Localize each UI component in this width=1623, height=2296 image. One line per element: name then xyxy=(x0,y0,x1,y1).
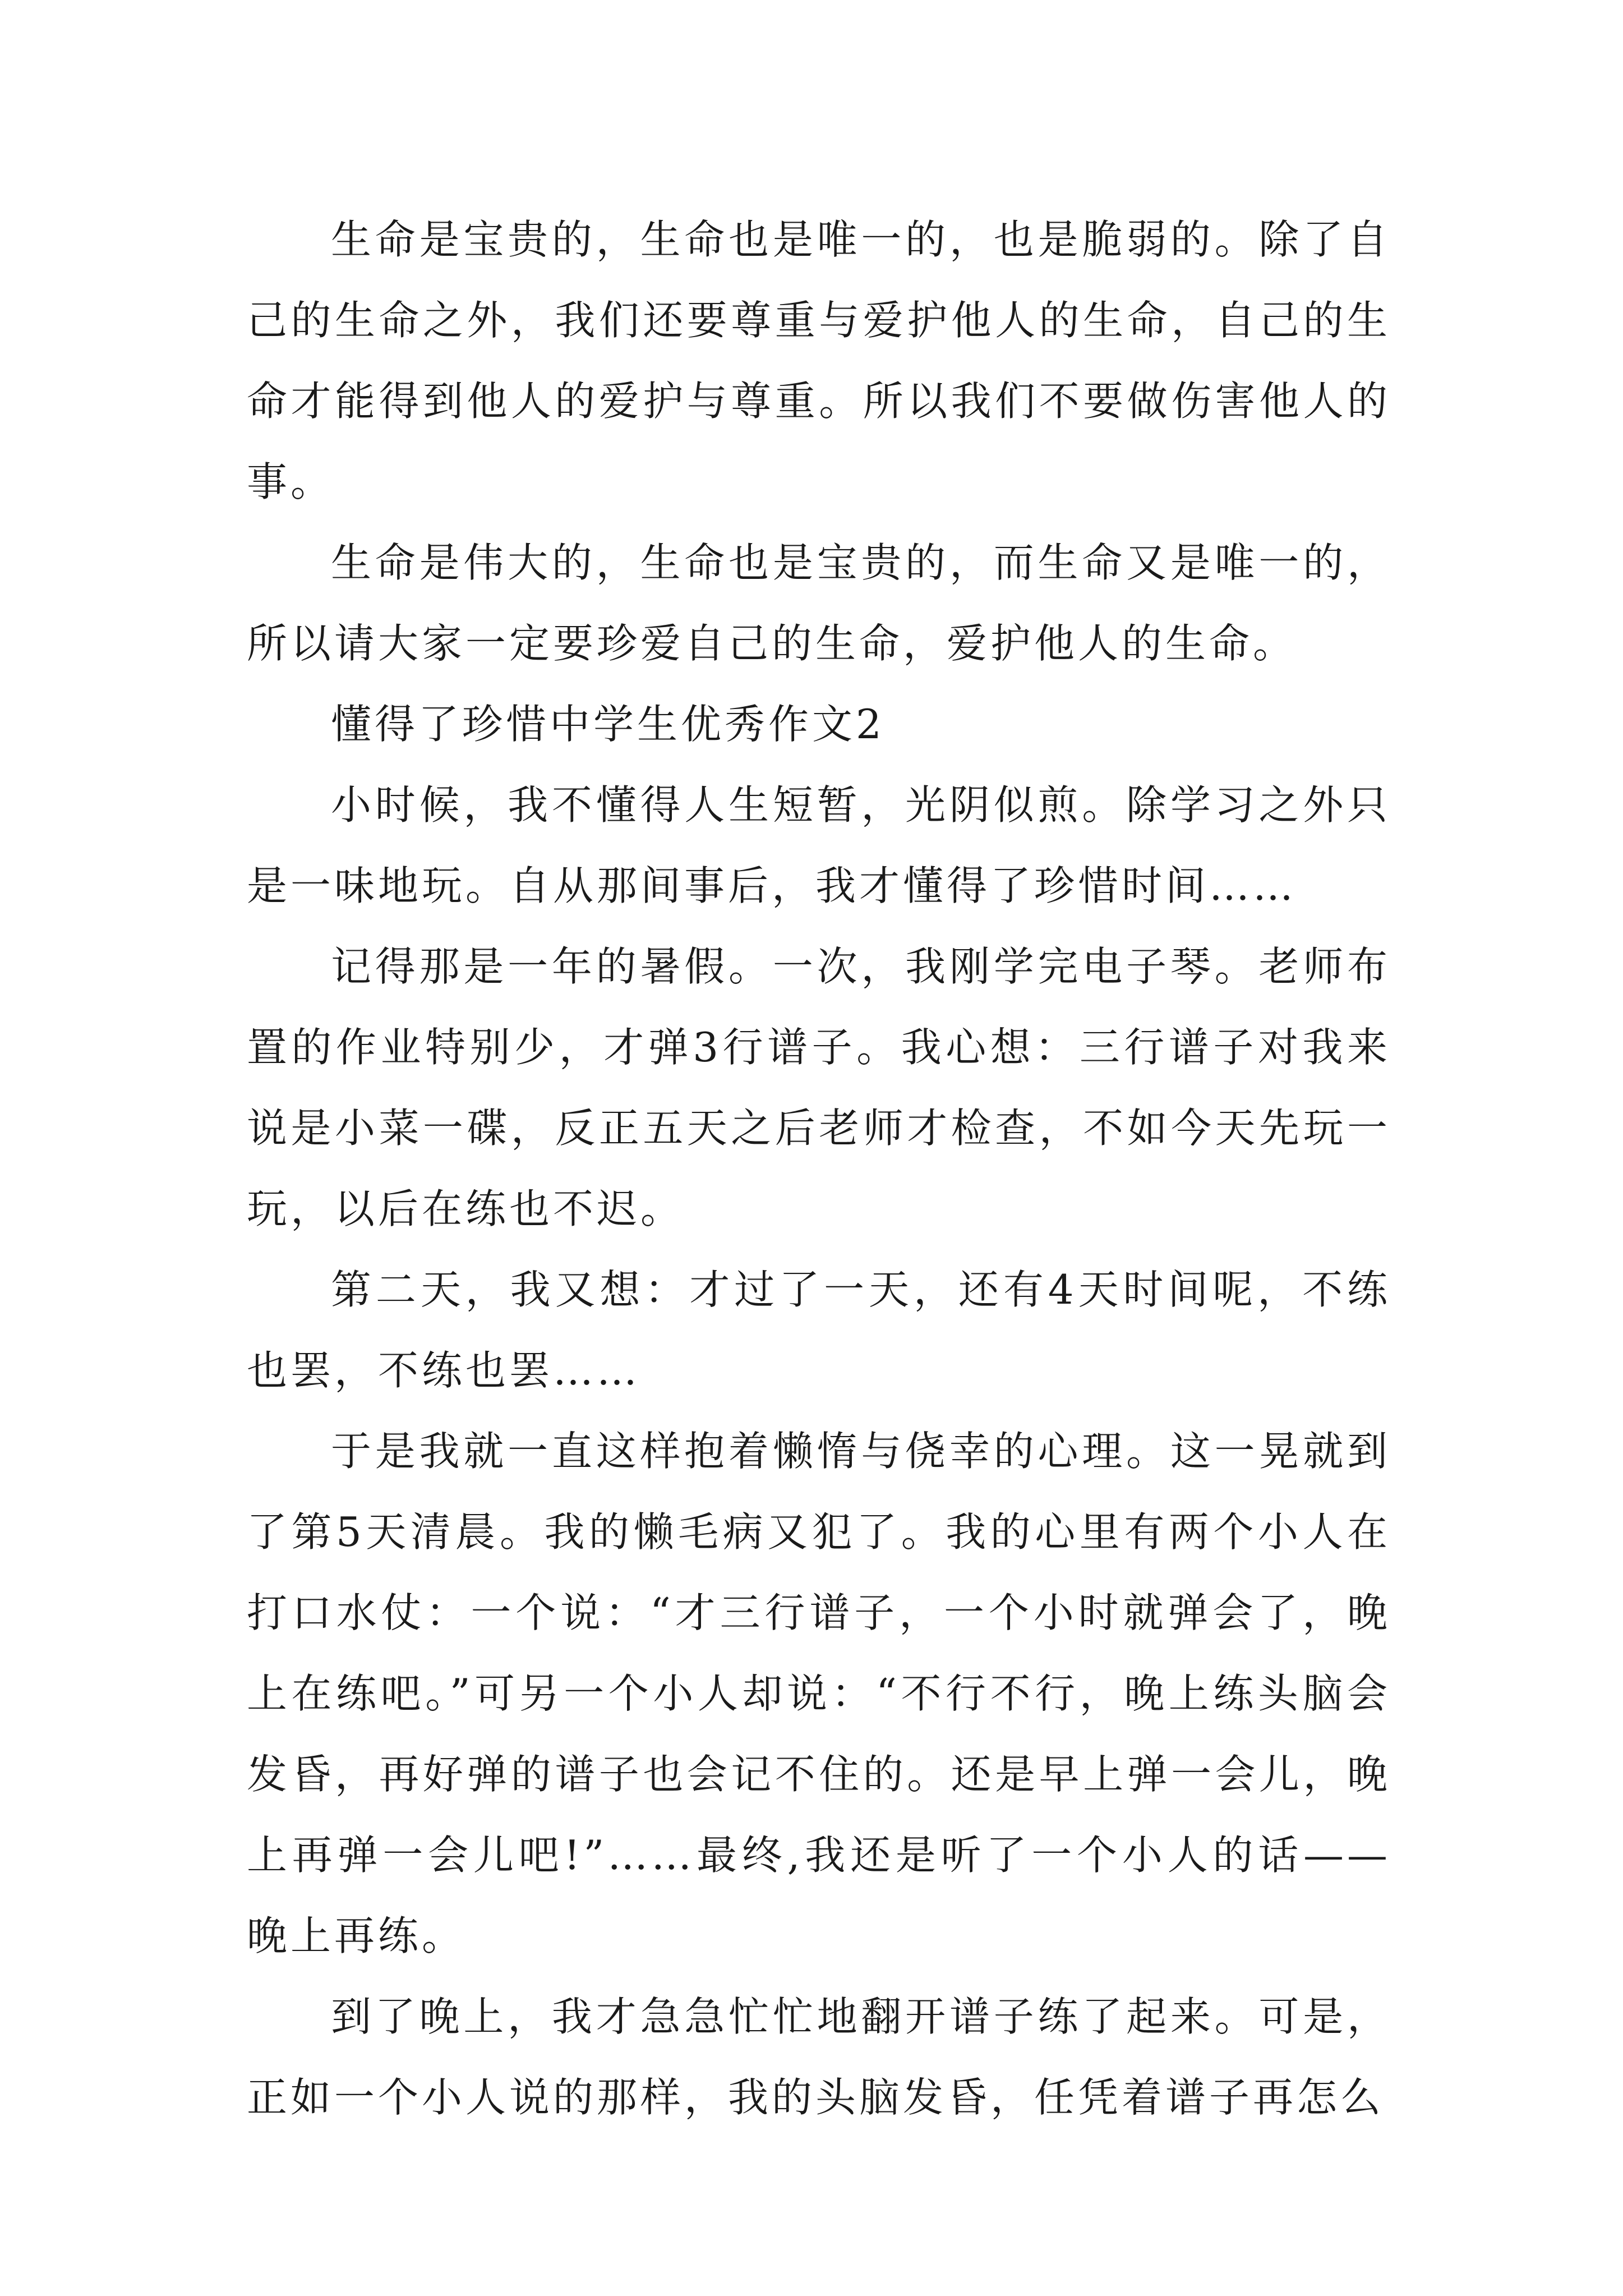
paragraph-1: 生命是宝贵的，生命也是唯一的，也是脆弱的。除了自己的生命之外，我们还要尊重与爱护他人的生命，自己的生命才能得到他人的爱护与尊重。所以我们不要做伤害他人的事。 xyxy=(247,216,1391,505)
essay-body xyxy=(247,199,1391,2138)
essay-title-2: 懂得了珍惜中学生优秀作文2 xyxy=(331,701,885,748)
paragraph-5: 第二天，我又想：才过了一天，还有4天时间呢，不练也罢，不练也罢…… xyxy=(247,1266,1391,1394)
paragraph-2: 生命是伟大的，生命也是宝贵的，而生命又是唯一的，所以请大家一定要珍爱自己的生命，爱护他人的生命。 xyxy=(247,539,1391,667)
paragraph-6: 于是我就一直这样抱着懒惰与侥幸的心理。这一晃就到了第5天清晨。我的懒毛病又犯了。我的心里有两个小人在打口水仗：一个说：“才三行谱子，一个小时就弹会了，晚上在练吧。”可另一个小人却说：“不行不行，晚上练头脑会发昏，再好弹的谱子也会记不住的。还是早上弹一会儿，晚上再弹一会儿吧!”……最终,我还是听了一个小人的话——晚上再练。 xyxy=(247,1428,1391,1959)
paragraph-7: 到了晚上，我才急急忙忙地翻开谱子练了起来。可是，正如一个小人说的那样，我的头脑发昏，任凭着谱子再怎么 xyxy=(247,1993,1391,2121)
paragraph-3: 小时候，我不懂得人生短暂，光阴似煎。除学习之外只是一味地玩。自从那间事后，我才懂得了珍惜时间…… xyxy=(247,781,1391,909)
paragraph-4: 记得那是一年的暑假。一次，我刚学完电子琴。老师布置的作业特别少，才弹3行谱子。我心想：三行谱子对我来说是小菜一碟，反正五天之后老师才检查，不如今天先玩一玩，以后在练也不迟。 xyxy=(247,943,1391,1232)
